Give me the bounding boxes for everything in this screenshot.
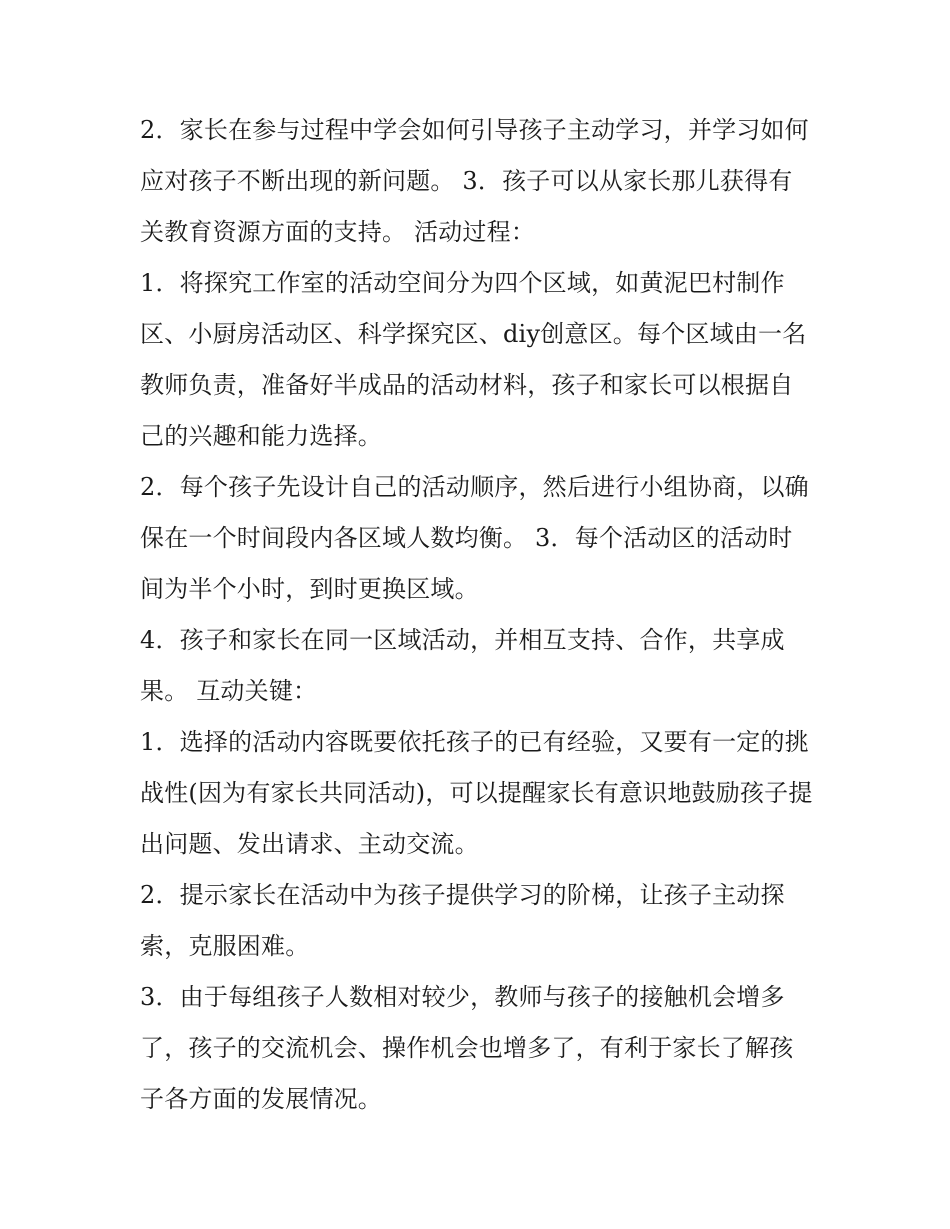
paragraph-key-1: 1．选择的活动内容既要依托孩子的已有经验，又要有一定的挑战性(因为有家长共同活动)，可以提醒家长有意识地鼓励孩子提出问题、发出请求、主动交流。: [140, 728, 813, 858]
paragraph-process-2-3: 2．每个孩子先设计自己的活动顺序，然后进行小组协商，以确保在一个时间段内各区域人数均衡。 3．每个活动区的活动时间为半个小时，到时更换区域。: [140, 473, 809, 603]
paragraph-process-1: 1．将探究工作室的活动空间分为四个区域，如黄泥巴村制作区、小厨房活动区、科学探究区、diy创意区。每个区域由一名教师负责，准备好半成品的活动材料，孩子和家长可以根据自己的兴趣和能力选择。: [140, 269, 807, 450]
paragraph-key-3: 3．由于每组孩子人数相对较少，教师与孩子的接触机会增多了，孩子的交流机会、操作机会也增多了，有利于家长了解孩子各方面的发展情况。: [140, 983, 794, 1113]
paragraph-key-2: 2．提示家长在活动中为孩子提供学习的阶梯，让孩子主动探索，克服困难。: [140, 881, 785, 960]
paragraph-process-4: 4．孩子和家长在同一区域活动，并相互支持、合作，共享成果。 互动关键：: [140, 626, 785, 705]
paragraph-goal-2-3: 2．家长在参与过程中学会如何引导孩子主动学习，并学习如何应对孩子不断出现的新问题。 3．孩子可以从家长那儿获得有关教育资源方面的支持。 活动过程：: [140, 116, 809, 246]
document-body: [140, 105, 816, 1125]
